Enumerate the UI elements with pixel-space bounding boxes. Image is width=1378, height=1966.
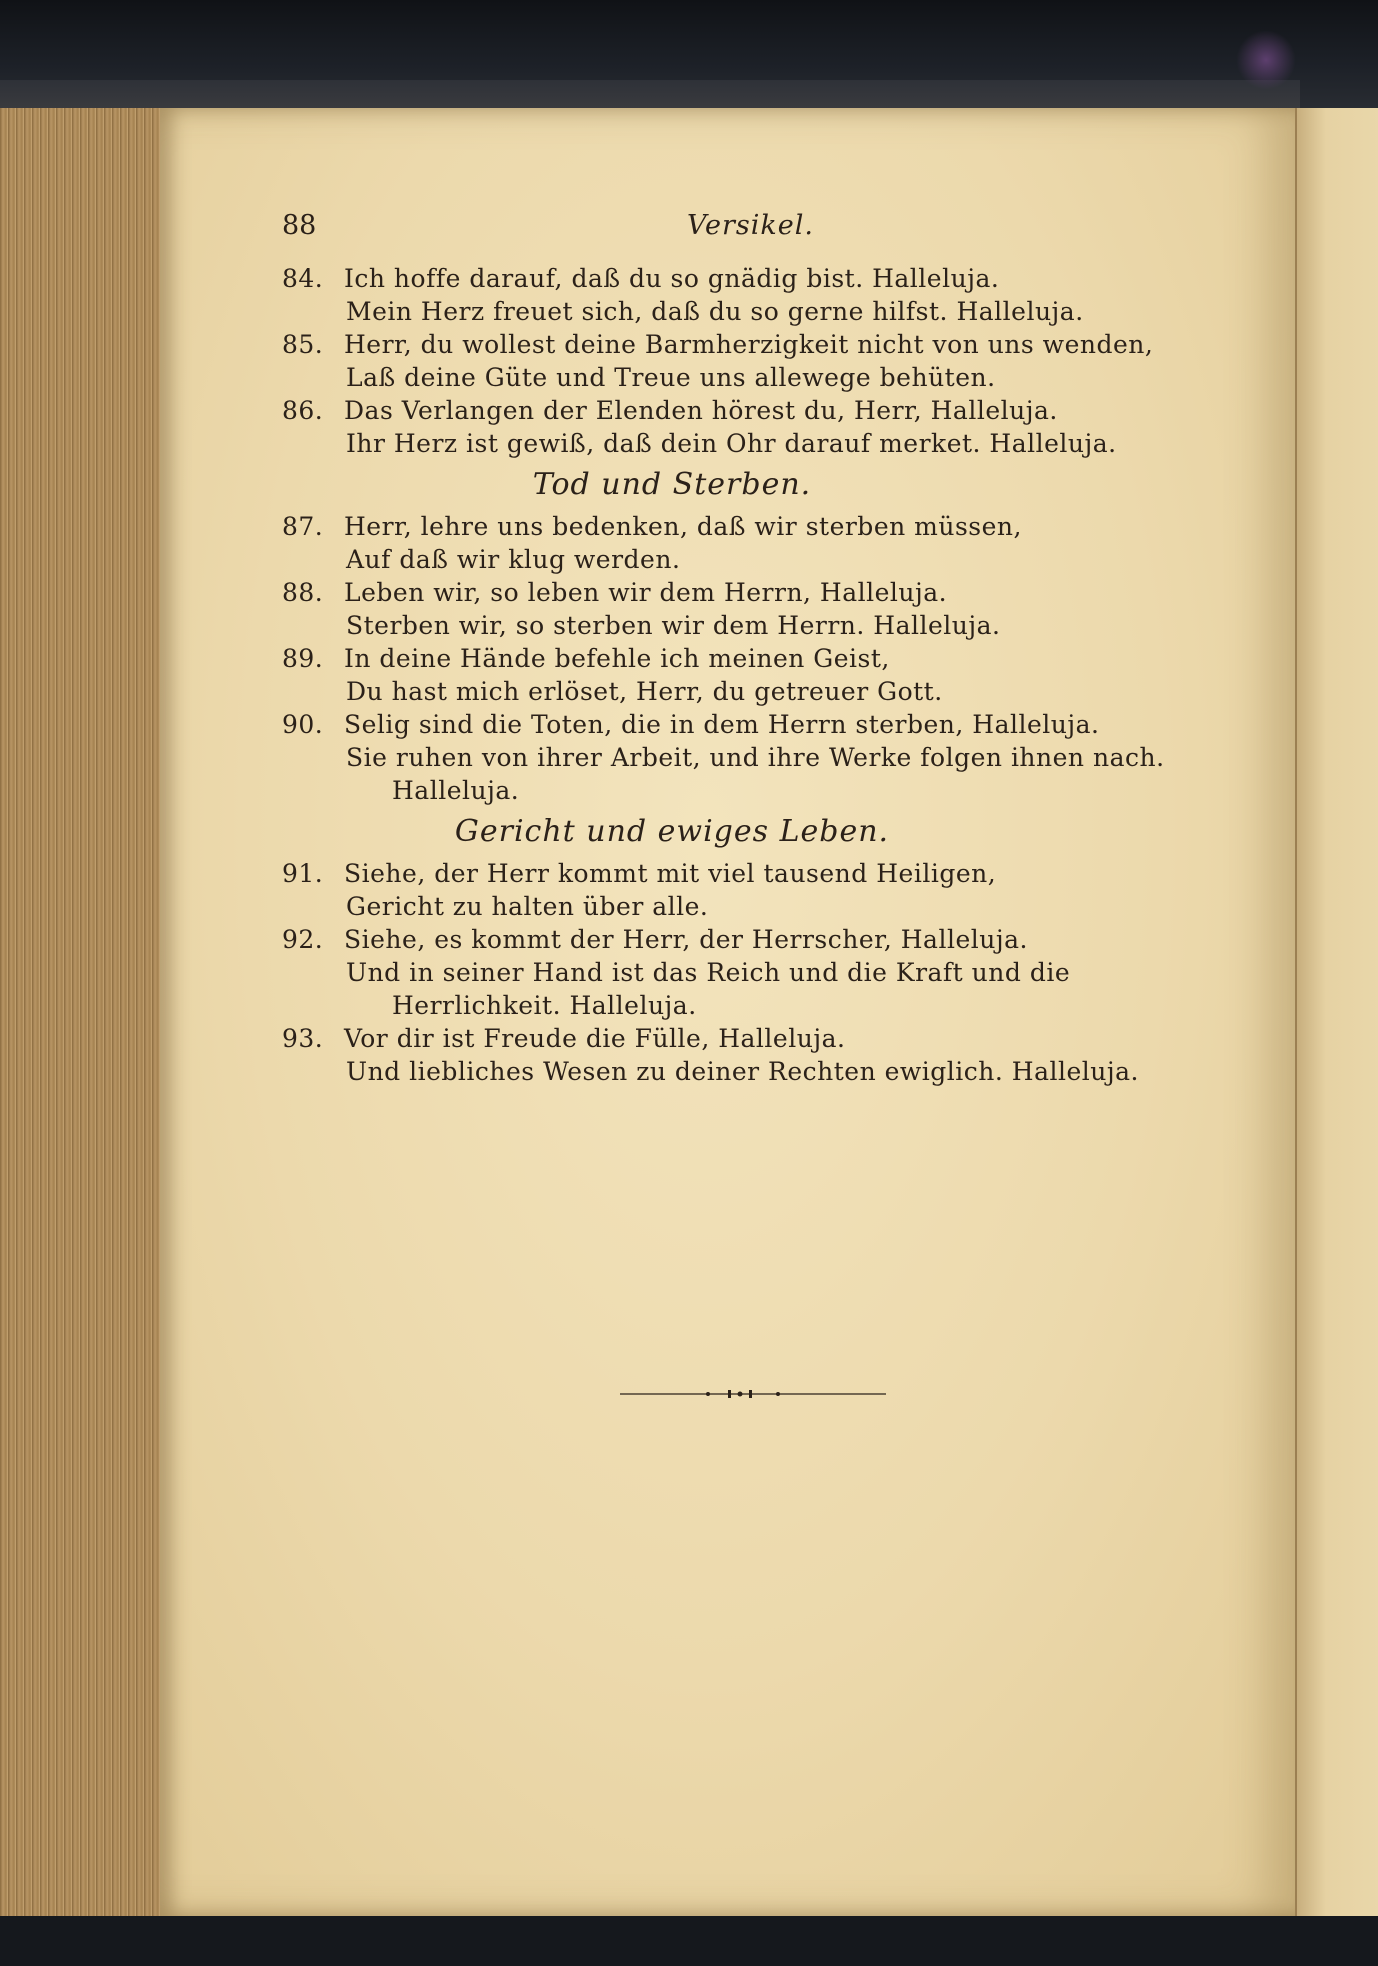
verse-86 — [282, 394, 1202, 460]
verse-89 — [282, 642, 1202, 708]
verse-line: Halleluja. — [392, 776, 520, 805]
verse-text: Herr, du wollest deine Barmherzigkeit nicht von uns wenden, — [344, 330, 1154, 359]
verse-line: Herrlichkeit. Halleluja. — [392, 991, 697, 1020]
verse-line: Und liebliches Wesen zu deiner Rechten ewiglich. Halleluja. — [346, 1057, 1139, 1086]
verse-line — [282, 328, 1202, 361]
verse-line: Gericht zu halten über alle. — [346, 892, 709, 921]
verse-line: Mein Herz freuet sich, daß du so gerne hilfst. Halleluja. — [346, 297, 1084, 326]
verse-92 — [282, 923, 1202, 1022]
verse-line — [282, 510, 1202, 543]
verse-88 — [282, 576, 1202, 642]
verse-84 — [282, 262, 1202, 328]
verse-line — [282, 708, 1202, 741]
page-header — [282, 210, 1182, 250]
verse-number: 90. — [282, 710, 324, 739]
verse-text: Herr, lehre uns bedenken, daß wir sterben müssen, — [344, 512, 1022, 541]
verse-text: Ich hoffe darauf, daß du so gnädig bist. Halleluja. — [344, 264, 1000, 293]
verse-number: 86. — [282, 396, 324, 425]
verse-text: Das Verlangen der Elenden hörest du, Herr, Halleluja. — [344, 396, 1058, 425]
verse-line — [282, 576, 1202, 609]
verse-number: 91. — [282, 859, 324, 888]
verse-text: Selig sind die Toten, die in dem Herrn sterben, Halleluja. — [344, 710, 1100, 739]
verse-number: 85. — [282, 330, 324, 359]
verse-line: Sie ruhen von ihrer Arbeit, und ihre Werke folgen ihnen nach. — [346, 743, 1165, 772]
section-heading-gericht-und-ewiges-leben: Gericht und ewiges Leben. — [454, 814, 890, 849]
verse-line: Und in seiner Hand ist das Reich und die Kraft und die — [346, 958, 1071, 987]
verse-line: Sterben wir, so sterben wir dem Herrn. Halleluja. — [346, 611, 1001, 640]
verse-number: 93. — [282, 1024, 324, 1053]
verse-91 — [282, 857, 1202, 923]
verse-number: 87. — [282, 512, 324, 541]
verse-85 — [282, 328, 1202, 394]
verse-87 — [282, 510, 1202, 576]
section-heading-tod-und-sterben: Tod und Sterben. — [532, 467, 812, 502]
verse-number: 89. — [282, 644, 324, 673]
verse-93 — [282, 1022, 1202, 1088]
verse-number: 88. — [282, 578, 324, 607]
verse-line: Laß deine Güte und Treue uns allewege behüten. — [346, 363, 996, 392]
verse-line — [282, 262, 1202, 295]
verse-text: Leben wir, so leben wir dem Herrn, Halleluja. — [344, 578, 948, 607]
verse-text: Vor dir ist Freude die Fülle, Halleluja. — [344, 1024, 846, 1053]
running-title: Versikel. — [687, 210, 814, 241]
verse-90 — [282, 708, 1202, 807]
page-number: 88 — [282, 210, 317, 241]
verse-text: In deine Hände befehle ich meinen Geist, — [344, 644, 890, 673]
verse-text: Siehe, es kommt der Herr, der Herrscher, Halleluja. — [344, 925, 1028, 954]
page-body — [282, 262, 1202, 1088]
verse-line: Du hast mich erlöset, Herr, du getreuer Gott. — [346, 677, 943, 706]
verse-line — [282, 857, 1202, 890]
verse-number: 84. — [282, 264, 324, 293]
verse-line — [282, 923, 1202, 956]
verse-line — [282, 394, 1202, 427]
verse-text: Siehe, der Herr kommt mit viel tausend Heiligen, — [344, 859, 997, 888]
verse-line — [282, 642, 1202, 675]
verse-line — [282, 1022, 1202, 1055]
verse-line: Ihr Herz ist gewiß, daß dein Ohr darauf merket. Halleluja. — [346, 429, 1117, 458]
verse-line: Auf daß wir klug werden. — [346, 545, 681, 574]
verse-number: 92. — [282, 925, 324, 954]
ornament-divider — [620, 1388, 886, 1400]
